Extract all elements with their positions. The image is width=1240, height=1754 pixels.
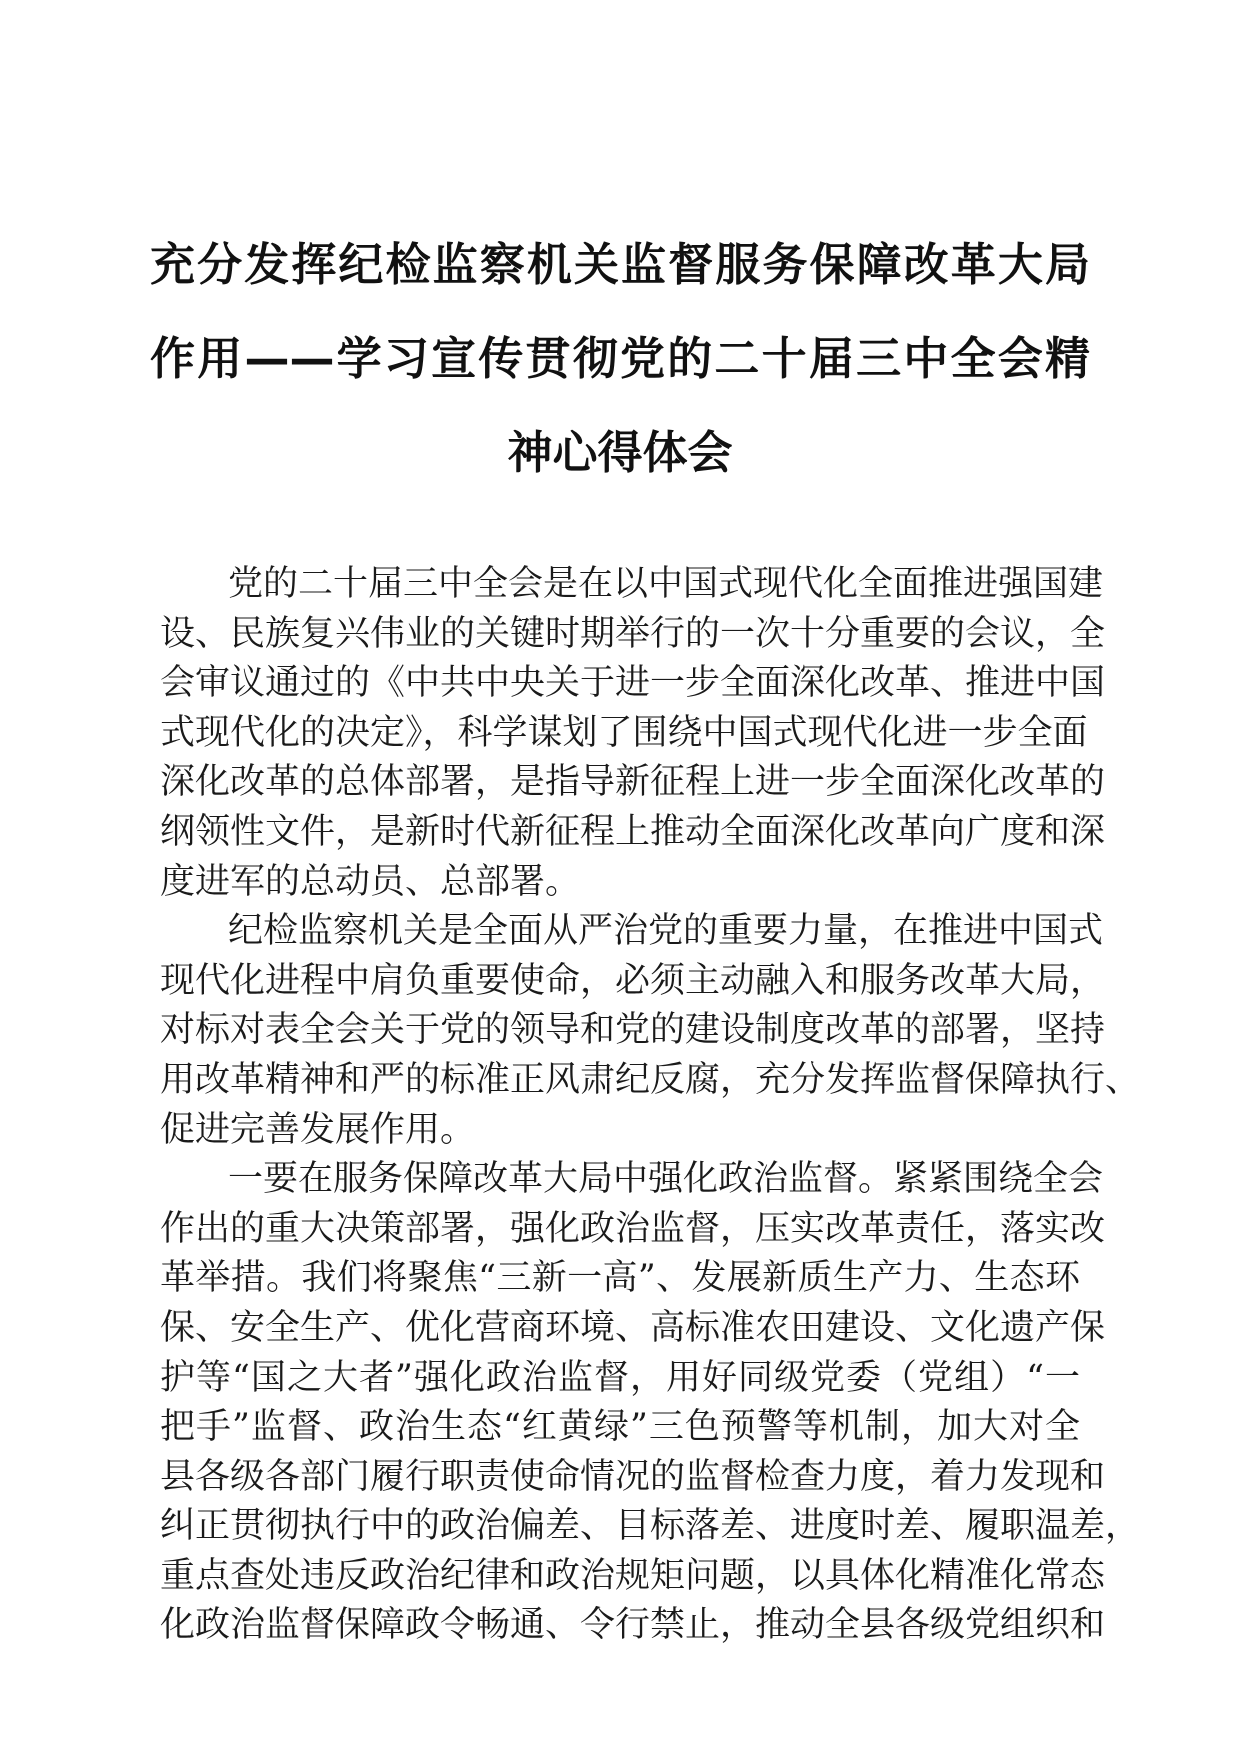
paragraph-line: 深化改革的总体部署，是指导新征程上进一步全面深化改革的	[160, 762, 1106, 803]
paragraph-line: 把手”监督、政治生态“红黄绿”三色预警等机制，加大对全	[160, 1407, 1080, 1448]
paragraph-line: 重点查处违反政治纪律和政治规矩问题，以具体化精准化常态	[160, 1555, 1106, 1596]
paragraph-2	[160, 907, 1141, 1155]
document-body	[160, 560, 1141, 1651]
title-line-3: 神心得体会	[507, 426, 733, 479]
paragraph-line: 现代化进程中肩负重要使命，必须主动融入和服务改革大局，	[160, 960, 1106, 1001]
paragraph-line: 对标对表全会关于党的领导和党的建设制度改革的部署，坚持	[160, 1010, 1106, 1051]
paragraph-line: 一要在服务保障改革大局中强化政治监督。紧紧围绕全会	[228, 1159, 1104, 1200]
paragraph-line: 促进完善发展作用。	[160, 1109, 476, 1150]
paragraph-line: 化政治监督保障政令畅通、令行禁止，推动全县各级党组织和	[160, 1605, 1106, 1646]
paragraph-line: 护等“国之大者”强化政治监督，用好同级党委（党组）“一	[160, 1357, 1080, 1398]
paragraph-line: 度进军的总动员、总部署。	[160, 861, 581, 902]
paragraph-line: 设、民族复兴伟业的关键时期举行的一次十分重要的会议，全	[160, 613, 1106, 654]
paragraph-line: 纪检监察机关是全面从严治党的重要力量，在推进中国式	[228, 911, 1104, 952]
paragraph-line: 式现代化的决定》，科学谋划了围绕中国式现代化进一步全面	[160, 712, 1088, 753]
paragraph-3	[160, 1155, 1141, 1651]
paragraph-1	[160, 560, 1106, 907]
paragraph-line: 县各级各部门履行职责使命情况的监督检查力度，着力发现和	[160, 1456, 1106, 1497]
paragraph-line: 党的二十届三中全会是在以中国式现代化全面推进强国建	[228, 564, 1104, 604]
paragraph-line: 革举措。我们将聚焦“三新一高”、发展新质生产力、生态环	[160, 1258, 1080, 1299]
paragraph-line: 作出的重大决策部署，强化政治监督，压实改革责任，落实改	[160, 1208, 1106, 1249]
paragraph-line: 会审议通过的《中共中央关于进一步全面深化改革、推进中国	[160, 663, 1106, 704]
paragraph-line: 纲领性文件，是新时代新征程上推动全面深化改革向广度和深	[160, 811, 1106, 852]
title-line-1: 充分发挥纪检监察机关监督服务保障改革大局	[150, 238, 1090, 291]
document-title	[150, 218, 1090, 500]
paragraph-line: 纠正贯彻执行中的政治偏差、目标落差、进度时差、履职温差，	[160, 1506, 1141, 1547]
paragraph-line: 用改革精神和严的标准正风肃纪反腐，充分发挥监督保障执行、	[160, 1059, 1141, 1100]
title-line-2: 作用——学习宣传贯彻党的二十届三中全会精	[150, 332, 1090, 385]
paragraph-line: 保、安全生产、优化营商环境、高标准农田建设、文化遗产保	[160, 1307, 1106, 1348]
